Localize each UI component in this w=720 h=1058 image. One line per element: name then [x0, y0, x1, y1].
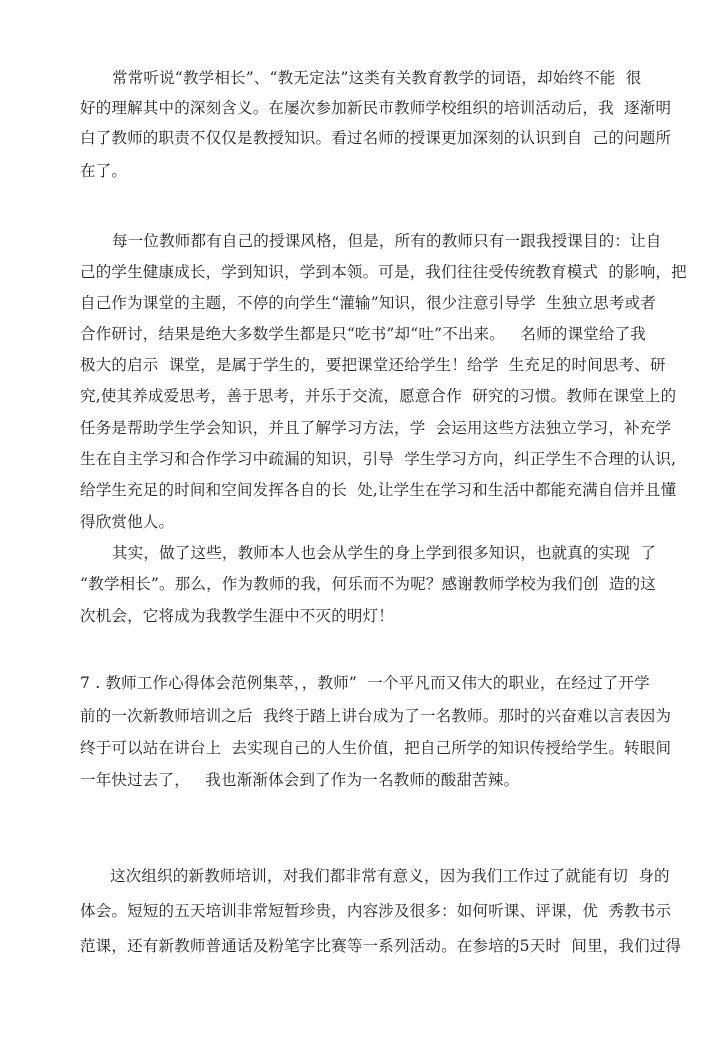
text-line: 常常听说“教学相长”、“教无定法”这类有关教育教学的词语，却始终不能 很	[112, 69, 642, 87]
text-line: 在了。	[80, 162, 128, 180]
text-line: 得欣赏他人。	[80, 513, 175, 531]
text-line: 极大的启示 课堂，是属于学生的，要把课堂还给学生！给学 生充足的时间思考、研	[80, 356, 666, 374]
text-line: 终于可以站在讲台上 去实现自己的人生价值，把自己所学的知识传授给学生。转眼间	[80, 739, 672, 757]
text-line: 好的理解其中的深刻含义。在屡次参加新民市教师学校组织的培训活动后，我 逐渐明	[80, 99, 672, 117]
text-line: 这次组织的新教师培训，对我们都非常有意义，因为我们工作过了就能有切 身的	[110, 867, 670, 885]
text-line: 其实，做了这些，教师本人也会从学生的身上学到很多知识，也就真的实现 了	[112, 544, 657, 562]
text-line: “教学相长”。那么，作为教师的我，何乐而不为呢？感谢教师学校为我们创 造的这	[80, 575, 657, 593]
text-line: 生在自主学习和合作学习中疏漏的知识，引导 学生学习方向，纠正学生不合理的认识,	[80, 450, 677, 468]
text-line: 前的一次新教师培训之后 我终于踏上讲台成为了一名教师。那时的兴奋难以言表因为	[80, 707, 672, 725]
text-line: 体会。短短的五天培训非常短暂珍贵，内容涉及很多：如何听课、评课，优 秀教书示	[80, 902, 672, 920]
text-line: 合作研讨，结果是绝大多数学生都是只“吃书”却“吐”不出来。 名师的课堂给了我	[80, 325, 646, 343]
text-line: 白了教师的职责不仅仅是教授知识。看过名师的授课更加深刻的认识到自 己的问题所	[80, 129, 672, 147]
text-line: 每一位教师都有自己的授课风格，但是，所有的教师只有一跟我授课目的：让自	[112, 232, 662, 250]
text-line: 自己作为课堂的主题，不停的向学生“灌输”知识，很少注意引导学 生独立思考或者	[80, 294, 657, 312]
text-line: 次机会，它将成为我教学生涯中不灭的明灯！	[80, 607, 395, 625]
text-line: 己的学生健康成长，学到知识，学到本领。可是，我们往往受传统教育模式 的影响，把	[80, 263, 687, 281]
text-line: 给学生充足的时间和空间发挥各自的长 处,让学生在学习和生活中都能充满自信并且懂	[80, 481, 677, 499]
text-line: 一年快过去了， 我也渐渐体会到了作为一名教师的酸甜苦辣。	[80, 771, 520, 789]
text-line: 任务是帮助学生学会知识，并且了解学习方法，学 会运用这些方法独立学习，补充学	[80, 419, 672, 437]
text-line: 究,使其养成爱思考，善于思考，并乐于交流，愿意合作 研究的习惯。教师在课堂上的	[80, 387, 677, 405]
text-line: 范课，还有新教师普通话及粉笔字比赛等一系列活动。在参培的5天时 间里，我们过得	[80, 937, 682, 955]
text-line: 7 . 教师工作心得体会范例集萃，，教师” 一个平凡而又伟大的职业，在经过了开学	[80, 674, 650, 692]
